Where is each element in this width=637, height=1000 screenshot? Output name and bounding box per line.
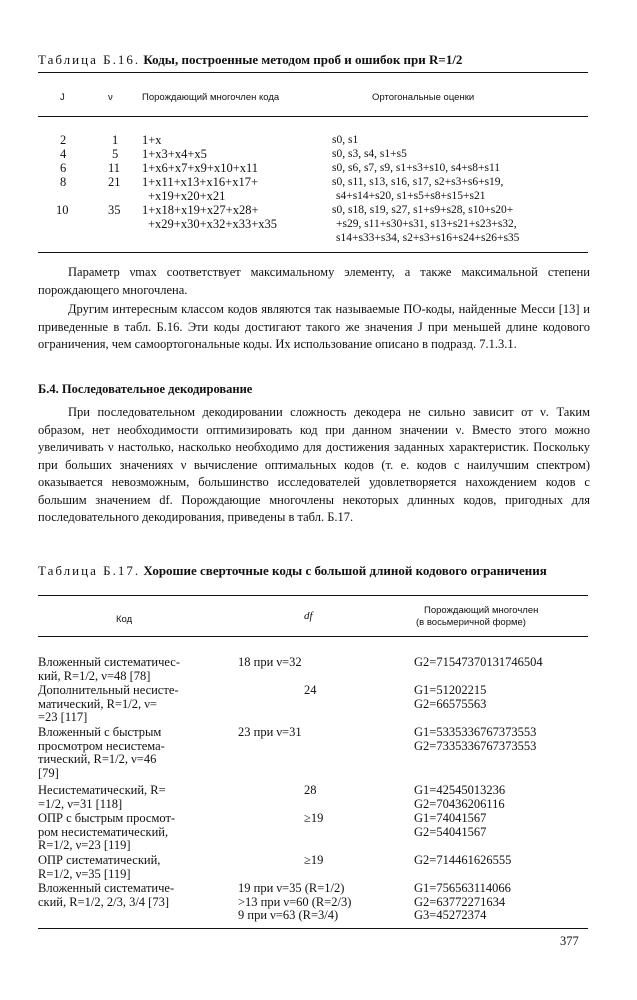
table17-caption-text: Хорошие сверточные коды с большой длиной кодового ограничения	[143, 563, 547, 578]
table17-header-poly: Порождающий многочлен	[424, 605, 539, 616]
table16-v: 35	[108, 203, 121, 217]
table17-df: ≥19	[304, 853, 324, 867]
table17-generator: G3=45272374	[414, 908, 487, 922]
table16-j: 2	[60, 133, 67, 147]
table17-code: R=1/2, ν=35 [119]	[38, 866, 131, 881]
table17-generator: G1=42545013236	[414, 783, 506, 797]
table17-bottom-rule	[38, 928, 588, 929]
table17-code: R=1/2, ν=23 [119]	[38, 838, 131, 852]
table16-orth: s14+s33+s34, s2+s3+s16+s24+s26+s35	[336, 232, 520, 244]
table16-v: 21	[108, 175, 121, 189]
table17-caption: Таблица Б.17. Хорошие сверточные коды с большой длиной кодового ограничения	[38, 563, 547, 578]
table17-df: >13 при ν=60 (R=2/3)	[238, 894, 352, 909]
table16-orth: s0, s18, s19, s27, s1+s9+s28, s10+s20+	[332, 204, 514, 216]
table17-generator: G2=54041567	[414, 824, 487, 839]
table17-code: ром несистематический,	[38, 824, 169, 839]
table17-code: =1/2, ν=31 [118]	[38, 796, 123, 811]
table16-header-rule	[38, 116, 588, 117]
table16-header-j: J	[60, 92, 65, 103]
table17-code: ОПР с быстрым просмот-	[38, 811, 176, 825]
table17-code: тический, R=1/2, ν=46	[38, 752, 157, 766]
table17-generator: G2=7335336767373553	[414, 738, 537, 753]
table17-df: 23 при ν=31	[238, 725, 302, 739]
table17-generator: G2=70436206116	[414, 796, 505, 811]
table17-df: 19 при ν=35 (R=1/2)	[238, 881, 345, 895]
table17-generator: G1=5335336767373553	[414, 725, 537, 739]
table17-generator: G1=74041567	[414, 811, 487, 825]
table16-orth: +s29, s11+s30+s31, s13+s21+s23+s32,	[336, 218, 517, 230]
table16-top-rule	[38, 72, 588, 73]
table17-code: просмотром несистема-	[38, 738, 165, 753]
table16-header-poly: Порождающий многочлен кода	[142, 92, 280, 103]
table16-j: 6	[60, 161, 67, 175]
table16-caption: Таблица Б.16. Коды, построенные методом проб и ошибок при R=1/2	[38, 52, 463, 67]
table16-poly: +x19+x20+x21	[148, 189, 226, 203]
table17-code: кий, R=1/2, ν=48 [78]	[38, 668, 151, 683]
table17-df: 28	[304, 783, 317, 797]
page-number: 377	[560, 934, 579, 948]
table16-poly: 1+x6+x7+x9+x10+x11	[142, 161, 259, 175]
table17-df: 24	[304, 683, 317, 697]
table17-generator: G2=66575563	[414, 696, 487, 711]
table17-code: матический, R=1/2, ν=	[38, 696, 157, 711]
table17-top-rule	[38, 595, 588, 596]
table17-code: ский, R=1/2, 2/3, 3/4 [73]	[38, 894, 170, 909]
table16-orth: s0, s11, s13, s16, s17, s2+s3+s6+s19,	[332, 176, 504, 188]
table17-code: =23 [117]	[38, 710, 88, 724]
table16-orth: s0, s6, s7, s9, s1+s3+s10, s4+s8+s11	[332, 162, 501, 174]
table17-generator: G2=63772271634	[414, 894, 506, 909]
paragraph-po-codes: Другим интересным классом кодов являются так называемые ПО-коды, найденные Месси [13] и приведенные в табл. Б.16. Эти коды достигают такого же значения J при меньшей длине кодового ограничения, чем самоортогональные коды. Их использование описано в подразд. 7.1.3.1.	[38, 302, 590, 351]
table17-code: ОПР систематический,	[38, 853, 161, 867]
table16-caption-text: Коды, построенные методом проб и ошибок при R=1/2	[143, 52, 463, 67]
table16-poly: 1+x18+x19+x27+x28+	[142, 203, 259, 217]
table17-code: Несистематический, R=	[38, 783, 166, 797]
table16-orth: s0, s3, s4, s1+s5	[332, 148, 407, 160]
table16-orth: s4+s14+s20, s1+s5+s8+s15+s21	[336, 190, 486, 202]
table16-header-v: ν	[108, 92, 113, 103]
table17-generator: G1=51202215	[414, 683, 487, 697]
table16-j: 4	[60, 147, 67, 161]
table17-generator: G2=71547370131746504	[414, 655, 543, 669]
table16-poly: 1+x11+x13+x16+x17+	[142, 175, 259, 189]
table16-v: 5	[112, 147, 119, 161]
table17-generator: G2=714461626555	[414, 853, 512, 867]
table17-code: Дополнительный несисте-	[38, 683, 179, 697]
table17-df: ≥19	[304, 811, 324, 825]
section-title: Б.4. Последовательное декодирование	[38, 382, 253, 396]
table17-generator: G1=756563114066	[414, 881, 511, 895]
table16-j: 8	[60, 175, 67, 189]
paragraph-vmax: Параметр νmax соответствует максимальному элементу, а также максимальной степени порождающего многочлена.	[38, 265, 590, 297]
table16-v: 11	[108, 161, 121, 175]
table17-df: 18 при ν=32	[238, 655, 302, 669]
table17-code: Вложенный систематичес-	[38, 655, 180, 669]
table16-poly: 1+x	[142, 133, 162, 147]
table17-header-df: df	[304, 610, 313, 622]
table17-header-code: Код	[116, 614, 133, 625]
table16-j: 10	[56, 203, 69, 217]
table17-code: Вложенный с быстрым	[38, 725, 162, 739]
paragraph-sequential: При последовательном декодировании сложность декодера не сильно зависит от ν. Таким образом, нет необходимости оптимизировать код при данном значении ν. Вместо этого можно увеличивать ν настолько, насколько необходимо для достижения заданных характеристик. Поскольку при больших значениях ν вычисление оптимальных кодов (т. е. кодов с наилучшим спектром) оказывается невозможным, большинство исследователей удовлетворяется нахождением кодов с большим значением df. Порождающие многочлены некоторых длинных кодов, пригодных для последовательного декодирования, приведены в табл. Б.17.	[38, 405, 590, 524]
table16-orth: s0, s1	[332, 134, 359, 146]
table17-header-rule	[38, 636, 588, 637]
table17-header-poly-octal: (в восьмеричной форме)	[416, 617, 526, 628]
table16-poly: 1+x3+x4+x5	[142, 147, 207, 161]
table16-poly: +x29+x30+x32+x33+x35	[148, 217, 277, 231]
table16-bottom-rule	[38, 252, 588, 253]
table17-code: Вложенный систематиче-	[38, 881, 175, 895]
table17-df: 9 при ν=63 (R=3/4)	[238, 908, 339, 922]
table16-header-orth: Ортогональные оценки	[372, 92, 475, 103]
table16-v: 1	[112, 133, 119, 147]
table17-code: [79]	[38, 765, 59, 780]
